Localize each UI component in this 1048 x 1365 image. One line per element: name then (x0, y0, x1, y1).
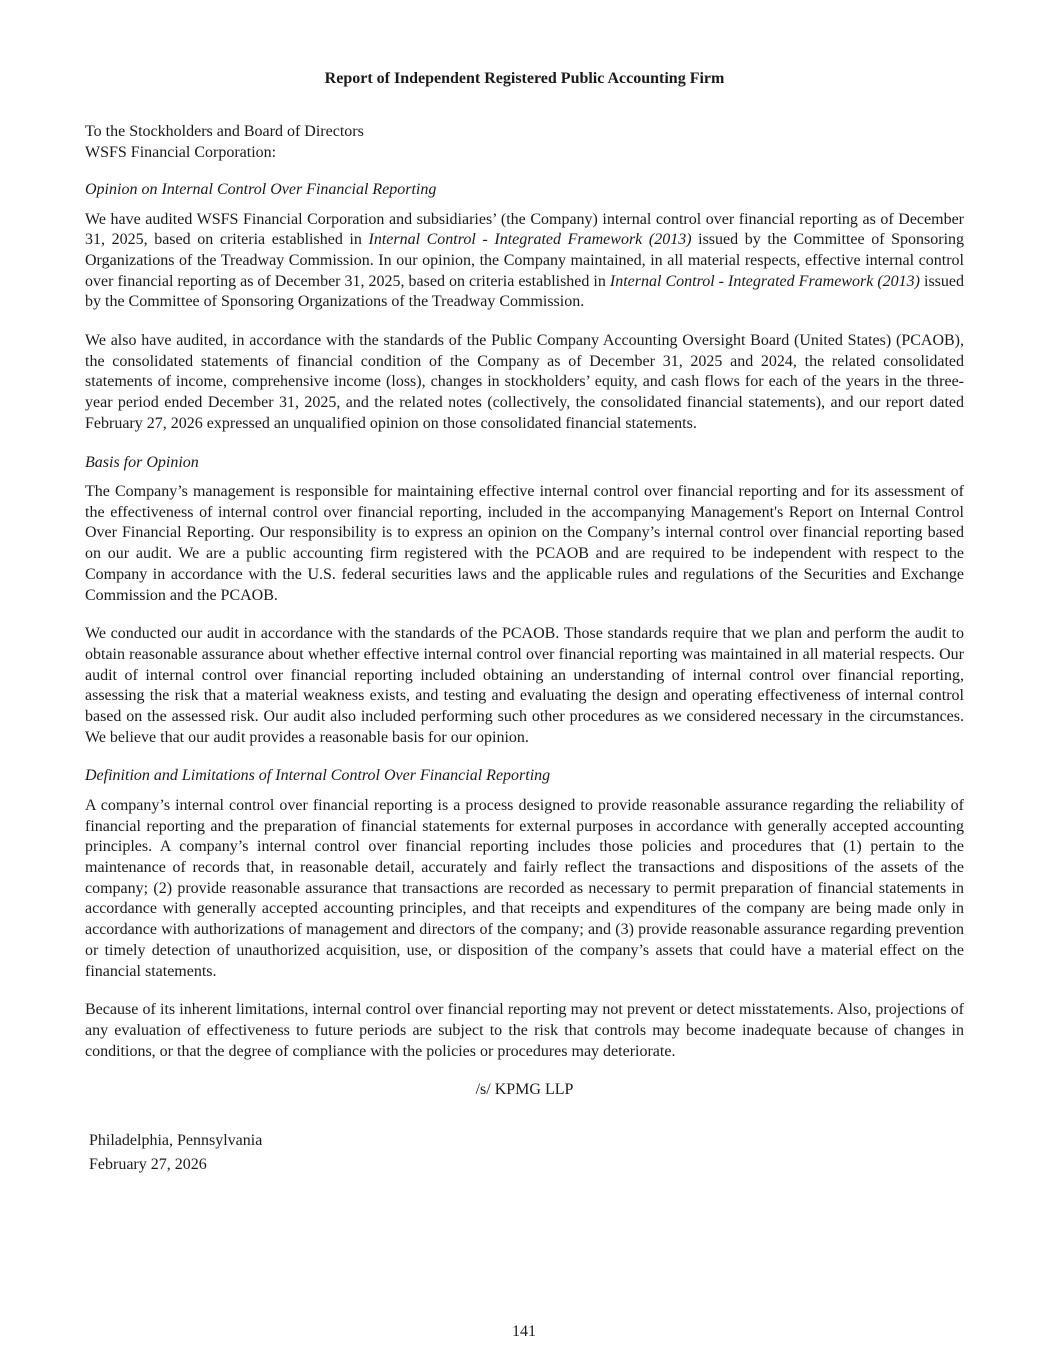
basis-paragraph-1: The Company’s management is responsible for maintaining effective internal control over financial reporting and for its assessment of the effectiveness of internal control over financial reporting, included in the accompanying Management's Report on Internal Control Over Financial Reporting. Our responsibility is to express an opinion on the Company’s internal control over financial reporting based on our audit. We are a public accounting firm registered with the PCAOB and are required to be independent with respect to the Company in accordance with the U.S. federal securities laws and the applicable rules and regulations of the Securities and Exchange Commission and the PCAOB. (85, 483, 964, 604)
opinion-p1-text-e: issued by the Committee of Sponsoring Organizations of the Treadway Commission. (85, 272, 965, 311)
section-heading-opinion: Opinion on Internal Control Over Financial Reporting (85, 181, 437, 198)
basis-paragraph-2: We conducted our audit in accordance with the standards of the PCAOB. Those standards require that we plan and perform the audit to obtain reasonable assurance about whether effective internal control over financial reporting was maintained in all material respects. Our audit of internal control over financial reporting included obtaining an understanding of internal control over financial reporting, assessing the risk that a material weakness exists, and testing and evaluating the design and operating effectiveness of internal control based on the assessed risk. Our audit also included performing such other procedures as we considered necessary in the circumstances. We believe that our audit provides a reasonable basis for our opinion. (85, 625, 964, 746)
section-heading-definition: Definition and Limitations of Internal Control Over Financial Reporting (85, 767, 551, 785)
section-heading-basis: Basis for Opinion (85, 453, 199, 471)
auditor-signature: /s/ KPMG LLP (475, 1081, 574, 1099)
signing-location-block (85, 1129, 964, 1178)
opinion-p1-text-c: issued by the Committee of Sponsoring Organizations of the Treadway Commission. In our opinion, the Company maintained, in all material respects, effective internal control over financial reporting as of December 31, 2025, based on criteria established in (85, 231, 965, 290)
definition-paragraph-1: A company’s internal control over financial reporting is a process designed to provide reasonable assurance regarding the reliability of financial reporting and the preparation of financial statements for external purposes in accordance with generally accepted accounting principles. A company’s internal control over financial reporting includes those policies and procedures that (1) pertain to the maintenance of records that, in reasonable detail, accurately and fairly reflect the transactions and dispositions of the assets of the company; (2) provide reasonable assurance that transactions are recorded as necessary to permit preparation of financial statements in accordance with generally accepted accounting principles, and that receipts and expenditures of the company are being made only in accordance with authorizations of management and directors of the company; and (3) provide reasonable assurance regarding prevention or timely detection of unauthorized acquisition, use, or disposition of the company’s assets that could have a material effect on the financial statements. (85, 796, 964, 980)
addressee-line-1: To the Stockholders and Board of Directors (85, 123, 364, 140)
addressee-block (85, 122, 964, 163)
framework-reference-1: Internal Control - Integrated Framework (2013) (368, 231, 692, 249)
report-title: Report of Independent Registered Public Accounting Firm (324, 70, 725, 87)
opinion-paragraph-2: We also have audited, in accordance with the standards of the Public Company Accounting Oversight Board (United States) (PCAOB), the consolidated statements of financial condition of the Company as of December 31, 2025 and 2024, the related consolidated statements of income, comprehensive income (loss), changes in stockholders’ equity, and cash flows for each of the years in the three-year period ended December 31, 2025, and the related notes (collectively, the consolidated financial statements), and our report dated February 27, 2026 expressed an unqualified opinion on those consolidated financial statements. (85, 332, 964, 432)
signing-city: Philadelphia, Pennsylvania (89, 1131, 263, 1149)
report-body (85, 67, 964, 1178)
page-number: 141 (512, 1323, 536, 1340)
definition-paragraph-2: Because of its inherent limitations, internal control over financial reporting may not prevent or detect misstatements. Also, projections of any evaluation of effectiveness to future periods are subject to the risk that controls may become inadequate because of changes in conditions, or that the degree of compliance with the policies or procedures may deteriorate. (85, 1001, 964, 1060)
signing-date: February 27, 2026 (89, 1156, 207, 1174)
framework-reference-2: Internal Control - Integrated Framework (2013) (609, 272, 920, 290)
opinion-paragraph-1 (85, 210, 964, 314)
addressee-line-2: WSFS Financial Corporation: (85, 143, 277, 161)
opinion-p1-text-a: We have audited WSFS Financial Corporation and subsidiaries’ (the Company) internal control over financial reporting as of December 31, 2025, based on criteria established in (85, 210, 964, 249)
